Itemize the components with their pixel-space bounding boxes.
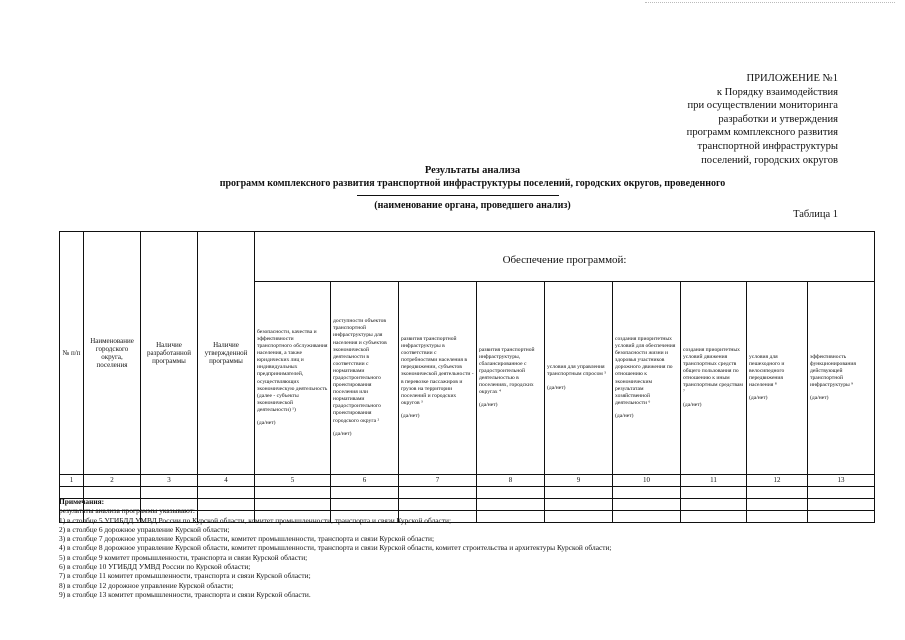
header-answer: (да/нет) xyxy=(615,412,634,419)
column-number: 13 xyxy=(808,475,875,487)
header-text: создания приоритетных условий для обеспечения безопасности жизни и здоровья участников дорожного движения по отношению к экономическим результатам хозяйственной деятельности ⁶ xyxy=(615,335,676,406)
table-cell xyxy=(681,499,747,511)
note-item: 9) в столбце 13 комитет промышленности, транспорта и связи Курской области. xyxy=(59,589,311,599)
table-cell xyxy=(747,511,808,523)
col-header-12 xyxy=(747,282,808,475)
table-cell xyxy=(808,487,875,499)
appendix-heading xyxy=(687,72,838,167)
column-number: 8 xyxy=(477,475,545,487)
header-text: развития транспортной инфраструктуры, сбалансированное с градостроительной деятельностью в поселениях, городских округах ⁴ xyxy=(479,346,535,396)
col-header-6 xyxy=(331,282,399,475)
column-number: 6 xyxy=(331,475,399,487)
note-item: 6) в столбце 10 УГИБДД УМВД России по Курской области; xyxy=(59,562,251,572)
appendix-line: разработки и утверждения xyxy=(718,113,838,125)
appendix-line: программ комплексного развития xyxy=(686,127,838,139)
document-subtitle: программ комплексного развития транспортной инфраструктуры поселений, городских округов, проведенного xyxy=(219,178,726,189)
col-header-5 xyxy=(255,282,331,475)
table-cell xyxy=(681,487,747,499)
organ-name-blank xyxy=(357,195,559,196)
appendix-line: к Порядку взаимодействия xyxy=(716,86,838,98)
header-answer: (да/нет) xyxy=(479,402,498,409)
header-text: доступности объектов транспортной инфраструктуры для населения и субъектов экономической деятельности в соответствии с нормативами градостроительного проектирования поселения или нормативами градостроительного проектирования городского округа ² xyxy=(333,318,387,424)
column-number: 5 xyxy=(255,475,331,487)
results-table xyxy=(59,231,875,523)
note-item: 8) в столбце 12 дорожное управление Курской области; xyxy=(59,580,234,590)
header-text: безопасности, качества и эффективности транспортного обслуживания населения, а также юридических лиц и индивидуальных предпринимателей, осуществляющих экономическую деятельность (далее - субъекты экономической деятельности) ¹) xyxy=(257,328,328,413)
table-cell xyxy=(808,511,875,523)
group-header: Обеспечение программой: xyxy=(255,232,875,282)
column-number: 9 xyxy=(545,475,613,487)
notes-intro: результаты анализа программы указывают: xyxy=(59,506,195,516)
col-header-7 xyxy=(399,282,477,475)
column-number: 3 xyxy=(141,475,198,487)
col-header-10 xyxy=(613,282,681,475)
appendix-line: ПРИЛОЖЕНИЕ №1 xyxy=(746,73,838,84)
col-header-no: № п/п xyxy=(60,232,84,475)
header-text: условия для пешеходного и велосипедного передвижения населения ⁸ xyxy=(749,353,785,389)
table-label: Таблица 1 xyxy=(793,209,838,220)
header-answer: (да/нет) xyxy=(257,420,276,427)
table-cell xyxy=(613,487,681,499)
appendix-line: транспортной инфраструктуры xyxy=(697,140,838,152)
col-header-name: Наименование городского округа, поселения xyxy=(84,232,141,475)
note-item: 3) в столбце 7 дорожное управление Курской области, комитет промышленности, транспорта и связи Курской области; xyxy=(59,534,435,544)
notes-section xyxy=(59,497,612,599)
scan-artifact-line xyxy=(645,2,895,3)
note-item: 1) в столбце 5 УГИБДД УМВД России по Курской области, комитет промышленности, транспорта и связи Курской области; xyxy=(59,515,452,525)
col-header-9 xyxy=(545,282,613,475)
header-text: условия для управления транспортным спросом ⁵ xyxy=(547,364,607,378)
notes-title: Примечания: xyxy=(59,497,105,506)
note-item: 5) в столбце 9 комитет промышленности, транспорта и связи Курской области; xyxy=(59,552,308,562)
note-item: 2) в столбце 6 дорожное управление Курской области; xyxy=(59,524,230,534)
col-header-approved: Наличие утвержденной программы xyxy=(198,232,255,475)
header-text: развития транспортной инфраструктуры в соответствии с потребностями населения в передвижении, субъектов экономической деятельности - в перевозке пассажиров и грузов на территории поселений и городских округов ³ xyxy=(401,335,474,406)
col-header-13 xyxy=(808,282,875,475)
header-answer: (да/нет) xyxy=(333,430,352,437)
column-number: 11 xyxy=(681,475,747,487)
document-title: Результаты анализа xyxy=(424,165,521,176)
table-cell xyxy=(808,499,875,511)
table-cell xyxy=(747,499,808,511)
column-number: 4 xyxy=(198,475,255,487)
header-answer: (да/нет) xyxy=(683,402,702,409)
table-cell xyxy=(681,511,747,523)
table-cell xyxy=(613,511,681,523)
note-item: 7) в столбце 11 комитет промышленности, транспорта и связи Курской области; xyxy=(59,571,311,581)
header-answer: (да/нет) xyxy=(749,395,768,402)
header-answer: (да/нет) xyxy=(547,384,566,391)
column-number: 7 xyxy=(399,475,477,487)
column-number: 12 xyxy=(747,475,808,487)
column-number: 10 xyxy=(613,475,681,487)
header-answer: (да/нет) xyxy=(810,395,829,402)
header-text: создания приоритетных условий движения транспортных средств общего пользования по отношению к иным транспортным средствам ⁷ xyxy=(683,346,743,396)
table-cell xyxy=(613,499,681,511)
note-item: 4) в столбце 8 дорожное управление Курской области, комитет промышленности, транспорта и связи Курской области, комитет строительства и архитектуры Курской области; xyxy=(59,543,612,553)
appendix-line: при осуществлении мониторинга xyxy=(687,100,838,112)
organ-name-caption: (наименование органа, проведшего анализ) xyxy=(374,200,571,211)
col-header-developed: Наличие разработанной программы xyxy=(141,232,198,475)
column-number: 2 xyxy=(84,475,141,487)
header-answer: (да/нет) xyxy=(401,412,420,419)
column-numbers-row xyxy=(60,475,875,487)
column-number: 1 xyxy=(60,475,84,487)
table-cell xyxy=(747,487,808,499)
header-text: эффективность функционирования действующей транспортной инфраструктуры ⁹ xyxy=(810,353,856,389)
col-header-8 xyxy=(477,282,545,475)
col-header-11 xyxy=(681,282,747,475)
appendix-line: поселений, городских округов xyxy=(701,154,838,166)
